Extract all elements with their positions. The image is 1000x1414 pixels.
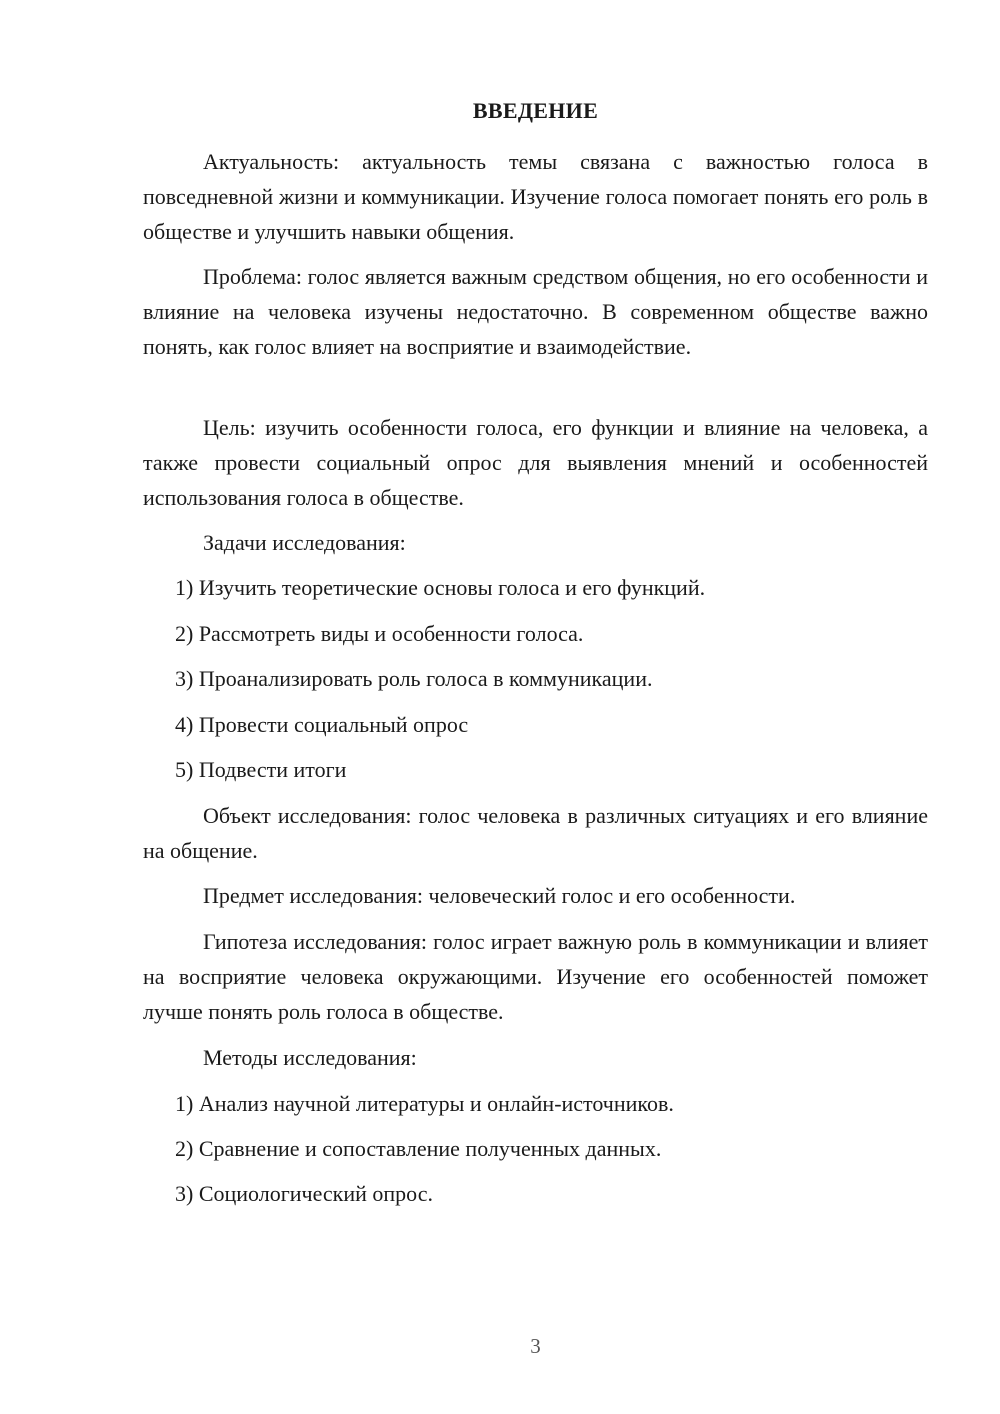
task-item-5: 5) Подвести итоги [175, 757, 347, 782]
method-item-1: 1) Анализ научной литературы и онлайн-источников. [175, 1091, 674, 1116]
methods-heading: Методы исследования: [203, 1045, 417, 1070]
relevance-paragraph: Актуальность: актуальность темы связана с важностью голоса в повседневной жизни и коммуникации. Изучение голоса помогает понять его роль в обществе и улучшить навыки общения. [143, 149, 928, 244]
goal-paragraph: Цель: изучить особенности голоса, его функции и влияние на человека, а также провести социальный опрос для выявления мнений и особенностей использования голоса в обществе. [143, 415, 928, 510]
task-item-4: 4) Провести социальный опрос [175, 712, 469, 737]
method-item-2: 2) Сравнение и сопоставление полученных данных. [175, 1136, 662, 1161]
method-item-3: 3) Социологический опрос. [175, 1181, 433, 1206]
object-paragraph: Объект исследования: голос человека в различных ситуациях и его влияние на общение. [143, 803, 928, 863]
task-item-1: 1) Изучить теоретические основы голоса и его функций. [175, 575, 706, 600]
page-number: 3 [530, 1334, 541, 1358]
document-page [143, 0, 928, 1414]
problem-paragraph: Проблема: голос является важным средством общения, но его особенности и влияние на человека изучены недостаточно. В современном обществе важно понять, как голос влияет на восприятие и взаимодействие. [143, 264, 928, 359]
document-title: ВВЕДЕНИЕ [472, 98, 599, 123]
task-item-2: 2) Рассмотреть виды и особенности голоса. [175, 621, 584, 646]
task-item-3: 3) Проанализировать роль голоса в коммуникации. [175, 666, 653, 691]
hypothesis-paragraph: Гипотеза исследования: голос играет важную роль в коммуникации и влияет на восприятие человека окружающими. Изучение его особенностей поможет лучше понять роль голоса в обществе. [143, 929, 928, 1024]
tasks-heading: Задачи исследования: [203, 530, 406, 555]
subject-paragraph: Предмет исследования: человеческий голос и его особенности. [203, 883, 796, 908]
